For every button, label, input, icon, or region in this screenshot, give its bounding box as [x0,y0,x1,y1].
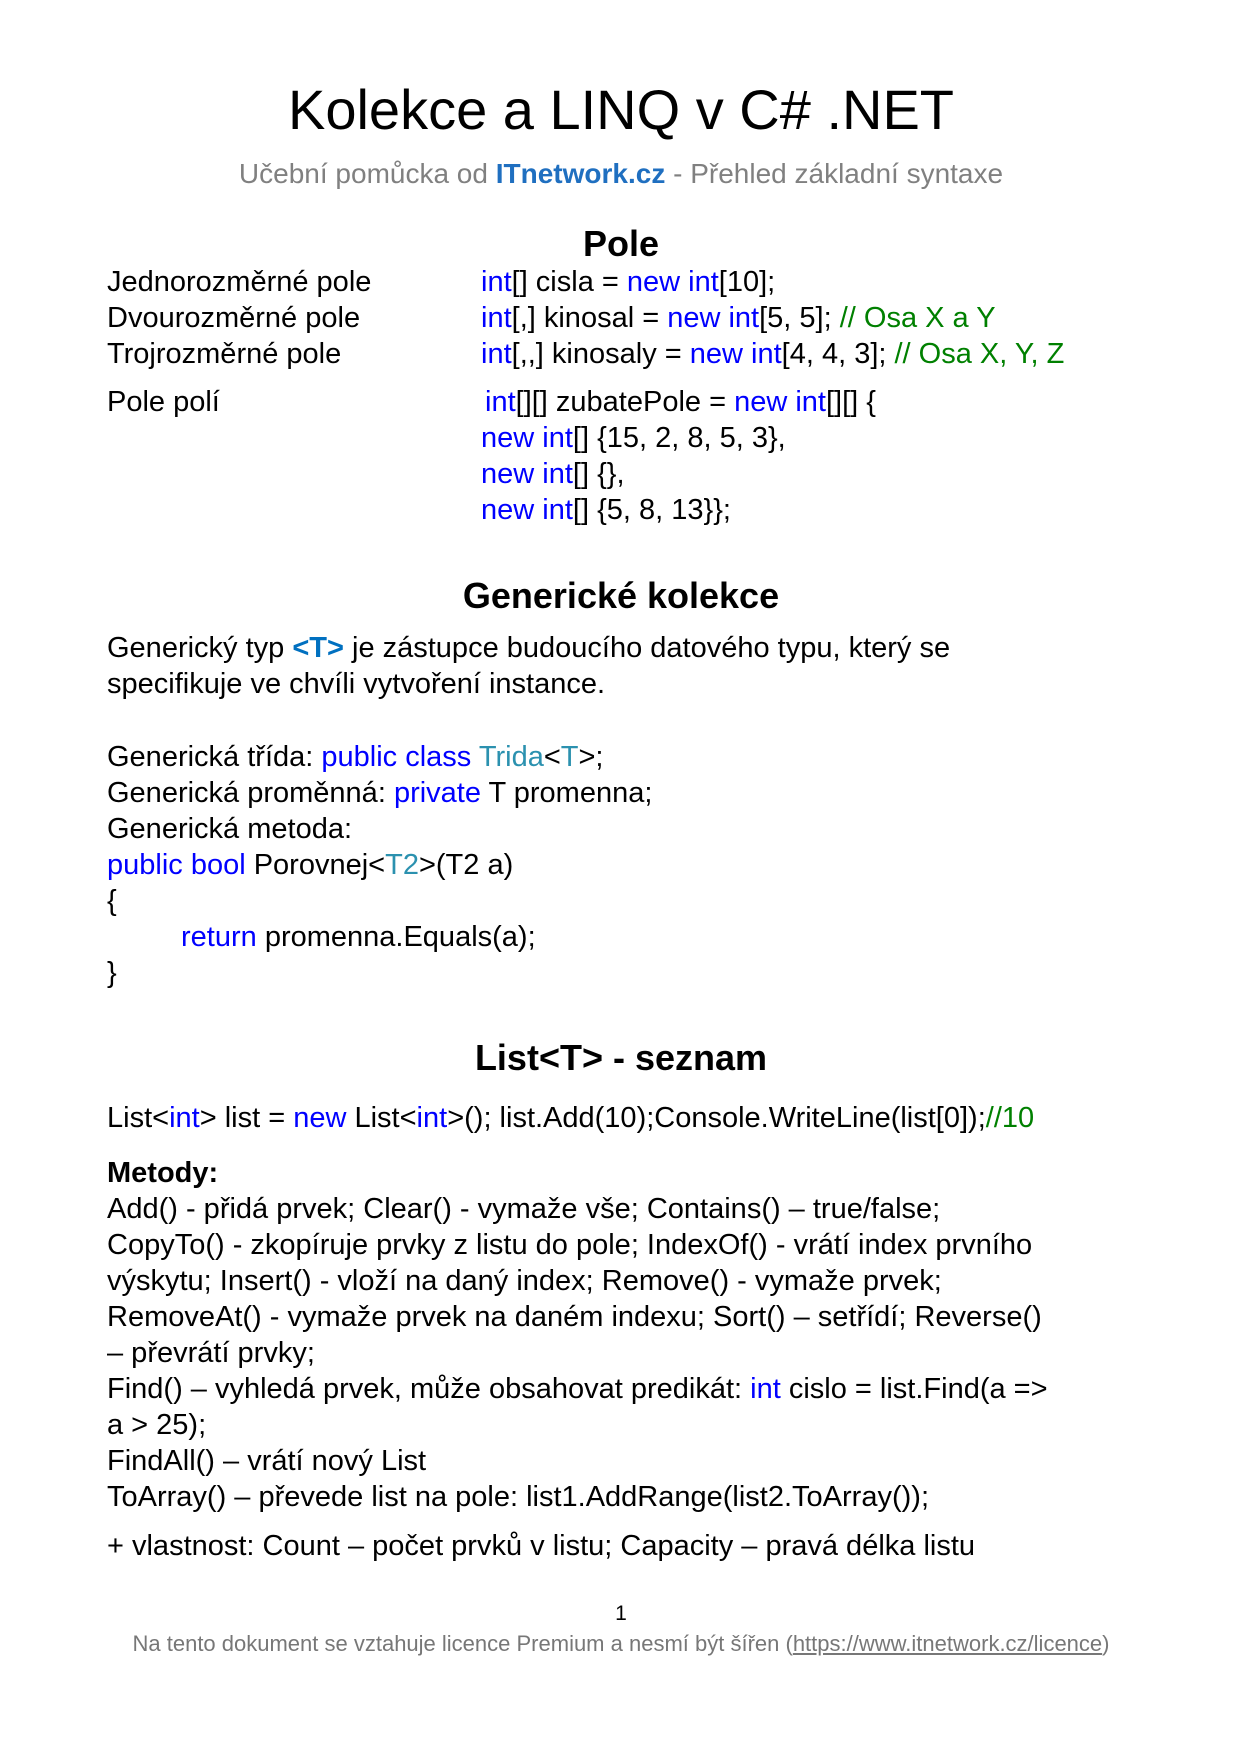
text-span: Na tento dokument se vztahuje licence Premium a nesmí být šířen ( [132,1631,793,1656]
code-token: new [667,302,721,334]
code-token [743,338,751,370]
generic-intro-line-1 [107,630,950,666]
code-token: new [734,386,788,418]
pole-code-jagged-decl [485,384,876,420]
methods-line: a > 25); [107,1409,207,1441]
code-token: private [393,777,481,809]
code-token: [][] { [826,386,876,418]
code-token: int [481,302,512,334]
code-token: new [481,422,535,454]
code-token: [4, 4, 3]; [781,338,895,370]
code-token: > list = [199,1102,294,1134]
pole-code-jagged-row [481,420,786,456]
code-token: int [688,266,719,298]
code-token: promenna.Equals(a); [256,921,536,953]
methods-line-find [107,1371,1048,1407]
code-comment: // Osa X a Y [839,302,996,334]
code-token: int [728,302,760,334]
code-token: List< [107,1102,170,1134]
methods-line: výskytu; Insert() - vloží na daný index; Remove() - vymaže prvek; [107,1265,942,1297]
section-heading-list: List<T> - seznam [474,1037,768,1078]
text-span: Generická třída: [107,741,322,773]
code-token: int [751,338,782,370]
code-token: int [169,1102,200,1134]
generic-var-line [107,775,652,811]
text-span: Generická proměnná: [107,777,394,809]
code-token: [] cisla = [511,266,627,298]
code-token: public class [321,741,472,773]
page-title: Kolekce a LINQ v C# .NET [287,78,954,141]
code-token: public bool [107,849,246,881]
subtitle-suffix: - Přehled základní syntaxe [665,158,1004,189]
code-token: >(T2 a) [418,849,514,881]
code-token: [] {15, 2, 8, 5, 3}, [572,422,786,454]
text-span: cislo = list.Find(a => [780,1373,1048,1405]
code-type: T [560,741,579,773]
code-token: [10]; [718,266,776,298]
pole-label-2d: Dvourozměrné pole [107,302,361,334]
code-token: [,] kinosal = [511,302,668,334]
methods-line: FindAll() – vrátí nový List [107,1445,427,1477]
brand-name: ITnetwork.cz [495,158,666,189]
methods-heading: Metody: [107,1157,219,1189]
code-token: >(); list.Add(10);Console.WriteLine(list[0]); [447,1102,986,1134]
pole-label-1d: Jednorozměrné pole [107,266,372,298]
code-type: T2 [385,849,419,881]
pole-code-jagged-row [481,492,731,528]
code-token: int [795,386,826,418]
text-span: Generický typ [107,632,293,664]
methods-line: ToArray() – převede list na pole: list1.AddRange(list2.ToArray()); [107,1481,929,1513]
code-token: < [543,741,561,773]
code-token: int [542,494,573,526]
section-heading-pole: Pole [582,223,660,264]
text-span: Find() – vyhledá prvek, může obsahovat predikát: [107,1373,751,1405]
code-token: new [626,266,681,298]
properties-line: + vlastnost: Count – počet prvků v listu; Capacity – pravá délka listu [107,1530,976,1562]
pole-label-3d: Trojrozměrné pole [107,338,342,370]
code-token: new [481,458,535,490]
code-token: int [416,1102,448,1134]
code-token: new [689,338,743,370]
code-token: >; [578,741,604,773]
license-notice [0,1630,1242,1658]
pole-label-jagged: Pole polí [107,386,220,418]
code-type: Trida [478,741,544,773]
generic-intro-line-2: specifikuje ve chvíli vytvoření instance. [107,668,606,700]
code-token: [5, 5]; [759,302,840,334]
code-token: int [481,338,512,370]
text-span: ) [1102,1631,1110,1656]
pole-code-3d [481,336,1064,372]
code-token: int [481,266,512,298]
code-token: int [542,458,573,490]
code-token: new [481,494,535,526]
page-number: 1 [615,1602,627,1625]
subtitle-prefix: Učební pomůcka od [238,158,496,189]
code-token [471,741,479,773]
code-token: [] {5, 8, 13}}; [572,494,731,526]
pole-code-1d [481,264,775,300]
code-token: int [485,386,516,418]
code-token: [,,] kinosaly = [511,338,690,370]
list-example-line [107,1100,1034,1136]
code-token: new [293,1102,347,1134]
section-heading-generic: Generické kolekce [462,575,780,616]
license-link[interactable]: https://www.itnetwork.cz/licence [792,1631,1103,1656]
code-token: int [542,422,573,454]
code-token: List< [346,1102,417,1134]
methods-line: CopyTo() - zkopíruje prvky z listu do pole; IndexOf() - vrátí index prvního [107,1229,1033,1261]
code-token: int [750,1373,781,1405]
pole-code-2d [481,300,996,336]
methods-line: Add() - přidá prvek; Clear() - vymaže vše; Contains() – true/false; [107,1193,941,1225]
pole-code-jagged-row [481,456,625,492]
text-span: je zástupce budoucího datového typu, který se [343,632,951,664]
code-token: [][] zubatePole = [515,386,735,418]
page-subtitle [0,156,1242,192]
code-token: return [181,921,257,953]
generic-method-signature [107,847,513,883]
code-comment: // Osa X, Y, Z [894,338,1065,370]
code-token: T promenna; [480,777,653,809]
generic-close-brace: } [107,957,117,989]
methods-line: – převrátí prvky; [107,1337,315,1369]
code-token: Porovnej< [245,849,386,881]
type-param: <T> [292,632,344,664]
generic-return-line [181,919,536,955]
code-comment: //10 [985,1102,1035,1134]
generic-method-label: Generická metoda: [107,813,353,845]
generic-class-line [107,739,603,775]
methods-line: RemoveAt() - vymaže prvek na daném indexu; Sort() – setřídí; Reverse() [107,1301,1042,1333]
code-token [680,266,688,298]
generic-open-brace: { [107,885,117,917]
code-token: [] {}, [572,458,625,490]
